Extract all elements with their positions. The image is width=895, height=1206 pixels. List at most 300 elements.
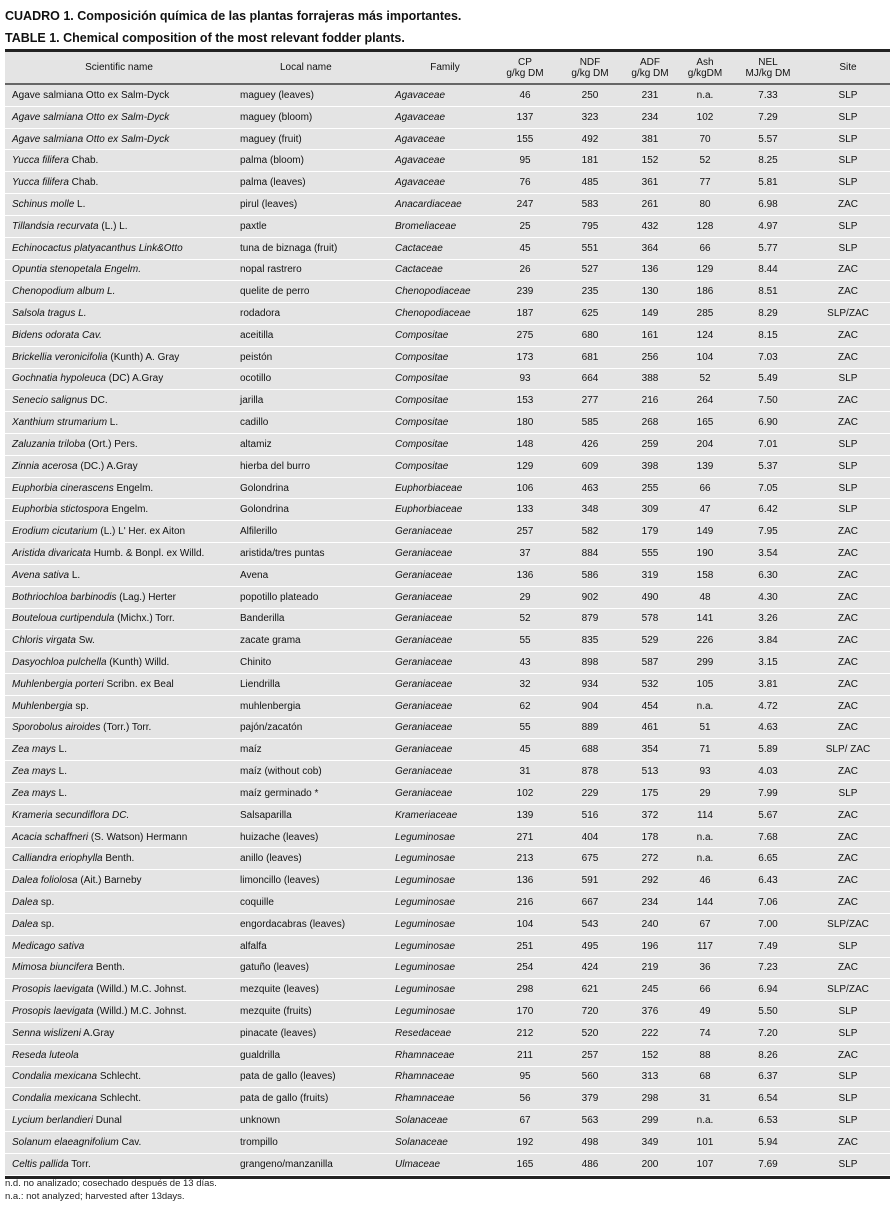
cell-scientific-name: [12, 1088, 141, 1109]
species-name: Euphorbia cinerascens: [12, 482, 114, 494]
family-name: Compositae: [395, 417, 449, 429]
cell-adf: 555: [641, 547, 659, 559]
cell-local-name: grangeno/manzanilla: [240, 1158, 333, 1170]
cell-scientific-name: [12, 696, 89, 717]
cell-nel: 5.81: [758, 177, 778, 189]
cell-local-name: coquille: [240, 896, 274, 908]
cell-site: ZAC: [838, 547, 858, 559]
cell-scientific-name: [12, 281, 115, 302]
cell-adf: 529: [641, 635, 659, 647]
family-name: Solanaceae: [395, 1115, 448, 1127]
cell-adf: 179: [641, 526, 659, 538]
family-name: Compositae: [395, 373, 449, 385]
authority: Benth.: [93, 962, 125, 974]
authority: L.: [55, 744, 68, 756]
cell-nel: 4.03: [758, 766, 778, 778]
cell-family: [395, 325, 448, 346]
cell-ash: 105: [696, 678, 714, 690]
authority: Schlecht.: [97, 1093, 141, 1105]
header-ash-unit: g/kgDM: [687, 67, 723, 79]
cell-family: [395, 216, 456, 237]
cell-nel: 7.01: [758, 438, 778, 450]
table-row: [5, 761, 890, 783]
authority: Torr.: [68, 1158, 91, 1170]
cell-ndf: 492: [581, 133, 599, 145]
header-scientific-name: Scientific name: [85, 62, 153, 73]
cell-ndf: 591: [581, 875, 599, 887]
species-name: Condalia mexicana: [12, 1093, 98, 1105]
cell-ndf: 516: [581, 809, 599, 821]
cell-ndf: 582: [581, 526, 599, 538]
cell-ash: 88: [699, 1049, 711, 1061]
cell-site: ZAC: [838, 591, 858, 603]
cell-family: [395, 412, 448, 433]
cell-cp: 239: [516, 286, 534, 298]
cell-scientific-name: [12, 347, 179, 368]
family-name: Bromeliaceae: [395, 220, 457, 232]
cell-family: [395, 739, 452, 760]
cell-adf: 240: [641, 918, 659, 930]
cell-ndf: 878: [581, 766, 599, 778]
species-name: Mimosa biuncifera: [12, 962, 94, 974]
cell-cp: 173: [516, 351, 534, 363]
authority: Chab.: [68, 177, 99, 189]
cell-ash: n.a.: [696, 89, 714, 101]
cell-nel: 7.20: [758, 1027, 778, 1039]
cell-nel: 8.51: [758, 286, 778, 298]
authority: Engelm.: [113, 482, 154, 494]
species-name: Acacia schaffneri: [12, 831, 89, 843]
cell-nel: 7.68: [758, 831, 778, 843]
header-family: Family: [430, 62, 460, 73]
cell-scientific-name: [12, 499, 148, 520]
cell-site: SLP: [838, 242, 858, 254]
authority: L.: [107, 417, 119, 429]
table-row: [5, 587, 890, 609]
cell-site: SLP: [838, 504, 858, 516]
cell-family: [395, 478, 462, 499]
cell-ndf: 675: [581, 853, 599, 865]
cell-local-name: pinacate (leaves): [240, 1027, 317, 1039]
cell-cp: 104: [516, 918, 534, 930]
header-nel-unit: MJ/kg DM: [745, 67, 791, 79]
cell-adf: 532: [641, 678, 659, 690]
family-name: Anacardiaceae: [395, 198, 462, 210]
family-name: Leguminosae: [395, 1006, 456, 1018]
cell-scientific-name: [12, 172, 98, 193]
species-name: Zaluzania triloba: [12, 438, 86, 450]
header-ndf: [560, 52, 620, 83]
cell-site: ZAC: [838, 853, 858, 865]
cell-cp: 247: [516, 198, 534, 210]
family-name: Compositae: [395, 329, 449, 341]
table-row: [5, 783, 890, 805]
cell-scientific-name: [12, 892, 54, 913]
table-row: [5, 1154, 890, 1176]
cell-ndf: 463: [581, 482, 599, 494]
header-nel: [738, 52, 798, 83]
cell-ndf: 934: [581, 678, 599, 690]
cell-family: [395, 870, 455, 891]
cell-adf: 222: [641, 1027, 659, 1039]
family-name: Geraniaceae: [395, 526, 453, 538]
species-name: Aristida divaricata: [12, 547, 91, 559]
species-name: Solanum elaeagnifolium: [12, 1136, 119, 1148]
cell-nel: 6.30: [758, 569, 778, 581]
cell-family: [395, 565, 452, 586]
cell-site: SLP: [838, 1115, 858, 1127]
cell-family: [395, 979, 455, 1000]
family-name: Leguminosae: [395, 962, 456, 974]
cell-family: [395, 260, 443, 281]
cell-nel: 5.49: [758, 373, 778, 385]
cell-cp: 275: [516, 329, 534, 341]
cell-cp: 95: [519, 155, 531, 167]
authority: sp.: [72, 700, 89, 712]
cell-ndf: 664: [581, 373, 599, 385]
cell-nel: 3.26: [758, 613, 778, 625]
cell-cp: 254: [516, 962, 534, 974]
cell-scientific-name: [12, 1154, 91, 1175]
cell-cp: 37: [519, 547, 531, 559]
table-row: [5, 1023, 890, 1045]
family-name: Compositae: [395, 351, 449, 363]
cell-ash: 129: [696, 264, 714, 276]
cell-cp: 62: [519, 700, 531, 712]
cell-cp: 56: [519, 1093, 531, 1105]
cell-local-name: Golondrina: [240, 504, 289, 516]
cell-cp: 106: [516, 482, 534, 494]
cell-scientific-name: [12, 805, 129, 826]
cell-ndf: 520: [581, 1027, 599, 1039]
species-name: Medicago sativa: [12, 940, 85, 952]
table-row: [5, 260, 890, 282]
cell-site: SLP: [838, 787, 858, 799]
authority: (Kunth) Willd.: [106, 657, 170, 669]
table-title-spanish: CUADRO 1. Composición química de las plantas forrajeras más importantes.: [5, 9, 462, 23]
cell-cp: 76: [519, 177, 531, 189]
family-name: Euphorbiaceae: [395, 482, 463, 494]
cell-adf: 161: [641, 329, 659, 341]
cell-cp: 45: [519, 242, 531, 254]
authority: (Michx.) Torr.: [114, 613, 175, 625]
cell-adf: 313: [641, 1071, 659, 1083]
cell-adf: 272: [641, 853, 659, 865]
cell-ash: 74: [699, 1027, 711, 1039]
family-name: Rhamnaceae: [395, 1049, 455, 1061]
cell-local-name: anillo (leaves): [240, 853, 302, 865]
authority: (Ait.) Barneby: [77, 875, 142, 887]
family-name: Geraniaceae: [395, 613, 453, 625]
species-name: Prosopis laevigata: [12, 984, 94, 996]
cell-site: ZAC: [838, 351, 858, 363]
cell-ash: 141: [696, 613, 714, 625]
cell-nel: 6.43: [758, 875, 778, 887]
cell-ash: 264: [696, 395, 714, 407]
cell-scientific-name: [12, 150, 98, 171]
species-name: Erodium cicutarium: [12, 526, 98, 538]
table-row: [5, 1110, 890, 1132]
species-name: Zea mays: [12, 787, 56, 799]
cell-adf: 268: [641, 417, 659, 429]
cell-cp: 139: [516, 809, 534, 821]
cell-ash: 226: [696, 635, 714, 647]
cell-nel: 6.42: [758, 504, 778, 516]
table-row: [5, 172, 890, 194]
authority: (Kunth) A. Gray: [107, 351, 180, 363]
cell-family: [395, 1045, 454, 1066]
footnote-spanish: n.d. no analizado; cosechado después de 13 días.: [5, 1178, 217, 1189]
family-name: Geraniaceae: [395, 547, 453, 559]
table-row: [5, 216, 890, 238]
cell-ndf: 720: [581, 1006, 599, 1018]
cell-cp: 46: [519, 89, 531, 101]
cell-local-name: nopal rastrero: [240, 264, 302, 276]
header-nel-label: NEL: [758, 56, 778, 68]
species-name: Lycium berlandieri: [12, 1115, 93, 1127]
cell-site: ZAC: [838, 635, 858, 647]
cell-nel: 6.54: [758, 1093, 778, 1105]
cell-ash: 186: [696, 286, 714, 298]
cell-site: SLP: [838, 460, 858, 472]
cell-cp: 211: [517, 1049, 533, 1061]
family-name: Cactaceae: [395, 264, 443, 276]
cell-site: ZAC: [838, 264, 858, 276]
family-name: Geraniaceae: [395, 569, 453, 581]
cell-ash: 49: [699, 1006, 711, 1018]
composition-table: [5, 49, 890, 1179]
cell-family: [395, 827, 455, 848]
cell-nel: 7.69: [758, 1158, 778, 1170]
cell-family: [395, 630, 452, 651]
table-row: [5, 739, 890, 761]
family-name: Leguminosae: [395, 940, 456, 952]
table-row: [5, 434, 890, 456]
cell-ash: 46: [699, 875, 711, 887]
cell-cp: 180: [516, 417, 534, 429]
species-name: Avena sativa: [12, 569, 70, 581]
cell-site: ZAC: [838, 678, 858, 690]
cell-site: SLP: [838, 1027, 858, 1039]
cell-local-name: mezquite (fruits): [240, 1006, 312, 1018]
cell-local-name: Banderilla: [240, 613, 285, 625]
cell-site: ZAC: [838, 569, 858, 581]
cell-ash: 66: [699, 482, 711, 494]
authority: Benth.: [102, 853, 135, 865]
cell-ndf: 543: [581, 918, 599, 930]
cell-ash: 71: [699, 744, 711, 756]
header-local-name: Local name: [280, 62, 332, 73]
cell-family: [395, 194, 462, 215]
cell-local-name: maíz (without cob): [240, 766, 322, 778]
family-name: Rhamnaceae: [395, 1071, 455, 1083]
cell-cp: 133: [516, 504, 534, 516]
authority: L.: [69, 569, 81, 581]
cell-nel: 7.33: [758, 89, 778, 101]
cell-site: SLP: [838, 1093, 858, 1105]
cell-scientific-name: [12, 936, 84, 957]
family-name: Chenopodiaceae: [395, 308, 471, 320]
cell-local-name: pirul (leaves): [240, 198, 298, 210]
cell-ash: 204: [696, 438, 714, 450]
cell-scientific-name: [12, 914, 54, 935]
cell-local-name: limoncillo (leaves): [240, 875, 320, 887]
cell-nel: 6.53: [758, 1115, 778, 1127]
family-name: Ulmaceae: [395, 1158, 441, 1170]
cell-ndf: 688: [581, 744, 599, 756]
table-row: [5, 652, 890, 674]
cell-ndf: 795: [581, 220, 599, 232]
family-name: Compositae: [395, 395, 449, 407]
cell-ash: 93: [699, 766, 711, 778]
cell-ndf: 257: [581, 1049, 599, 1061]
cell-cp: 165: [516, 1158, 534, 1170]
cell-scientific-name: [12, 216, 128, 237]
cell-ash: 52: [699, 373, 711, 385]
authority: Dunal: [92, 1115, 122, 1127]
cell-local-name: popotillo plateado: [240, 591, 319, 603]
cell-site: ZAC: [838, 286, 858, 298]
authority: Schlecht.: [97, 1071, 141, 1083]
cell-ndf: 277: [581, 395, 599, 407]
cell-site: ZAC: [838, 395, 858, 407]
table-row: [5, 674, 890, 696]
cell-adf: 309: [641, 504, 659, 516]
cell-ndf: 884: [581, 547, 599, 559]
species-name: Reseda luteola: [12, 1049, 79, 1061]
species-name: Yucca filifera: [12, 155, 69, 167]
cell-scientific-name: [12, 456, 138, 477]
cell-local-name: muhlenbergia: [240, 700, 301, 712]
cell-nel: 6.65: [758, 853, 778, 865]
cell-ash: 104: [696, 351, 714, 363]
cell-cp: 129: [516, 460, 534, 472]
species-name: Senecio salignus: [12, 395, 88, 407]
cell-ash: 117: [697, 940, 713, 952]
cell-site: SLP: [838, 438, 858, 450]
cell-ash: 77: [699, 177, 711, 189]
table-row: [5, 347, 890, 369]
species-name: Gochnatia hypoleuca: [12, 373, 106, 385]
cell-nel: 7.05: [758, 482, 778, 494]
cell-scientific-name: [12, 761, 67, 782]
species-name: Dasyochloa pulchella: [12, 657, 107, 669]
cell-site: ZAC: [838, 875, 858, 887]
cell-ash: 102: [696, 111, 714, 123]
cell-ndf: 486: [581, 1158, 599, 1170]
authority: (S. Watson) Hermann: [88, 831, 188, 843]
cell-ash: 66: [699, 984, 711, 996]
cell-local-name: cadillo: [240, 417, 269, 429]
cell-scientific-name: [12, 194, 85, 215]
family-name: Leguminosae: [395, 984, 456, 996]
cell-family: [395, 521, 452, 542]
cell-adf: 200: [641, 1158, 659, 1170]
cell-family: [395, 369, 448, 390]
cell-adf: 349: [641, 1136, 659, 1148]
family-name: Leguminosae: [395, 853, 456, 865]
cell-site: ZAC: [838, 417, 858, 429]
species-name: Brickellia veronicifolia: [12, 351, 108, 363]
cell-site: ZAC: [838, 657, 858, 669]
cell-nel: 5.57: [758, 133, 778, 145]
cell-adf: 361: [641, 177, 659, 189]
cell-cp: 187: [516, 308, 534, 320]
cell-adf: 245: [641, 984, 659, 996]
cell-family: [395, 936, 455, 957]
cell-adf: 388: [641, 373, 659, 385]
species-name: Bouteloua curtipendula: [12, 613, 115, 625]
family-name: Cactaceae: [395, 242, 443, 254]
cell-scientific-name: [12, 718, 151, 739]
cell-scientific-name: [12, 587, 176, 608]
cell-local-name: Avena: [240, 569, 269, 581]
authority: DC.: [87, 395, 108, 407]
authority: L.: [55, 787, 68, 799]
family-name: Compositae: [395, 438, 449, 450]
cell-family: [395, 238, 443, 259]
table-row: [5, 456, 890, 478]
cell-ndf: 585: [581, 417, 599, 429]
cell-adf: 219: [641, 962, 659, 974]
cell-family: [395, 281, 471, 302]
cell-ndf: 586: [581, 569, 599, 581]
cell-ash: 139: [696, 460, 714, 472]
family-name: Krameriaceae: [395, 809, 458, 821]
cell-local-name: palma (leaves): [240, 177, 306, 189]
table-row: [5, 1132, 890, 1154]
cell-adf: 319: [641, 569, 659, 581]
species-name: Agave salmiana Otto ex Salm-Dyck: [12, 111, 170, 123]
cell-cp: 212: [516, 1027, 534, 1039]
family-name: Leguminosae: [395, 918, 456, 930]
table-row: [5, 543, 890, 565]
cell-site: ZAC: [838, 700, 858, 712]
family-name: Chenopodiaceae: [395, 286, 471, 298]
cell-local-name: pata de gallo (fruits): [240, 1093, 329, 1105]
cell-cp: 155: [516, 133, 534, 145]
cell-site: SLP: [838, 1158, 858, 1170]
header-cp-label: CP: [518, 56, 532, 68]
species-name: Schinus molle: [12, 198, 75, 210]
cell-adf: 578: [641, 613, 659, 625]
header-cp: [495, 52, 555, 83]
cell-family: [395, 718, 452, 739]
cell-ndf: 898: [581, 657, 599, 669]
cell-ndf: 229: [581, 787, 599, 799]
species-name: Bidens odorata Cav.: [12, 329, 102, 341]
cell-ash: n.a.: [696, 700, 714, 712]
cell-family: [395, 609, 452, 630]
cell-local-name: rodadora: [240, 308, 281, 320]
cell-adf: 432: [641, 220, 659, 232]
cell-ash: 107: [696, 1158, 714, 1170]
authority: (DC.) A.Gray: [77, 460, 138, 472]
cell-nel: 7.50: [758, 395, 778, 407]
family-name: Agavaceae: [395, 177, 446, 189]
cell-site: ZAC: [838, 1049, 858, 1061]
authority: (Lag.) Herter: [116, 591, 176, 603]
header-ash-label: Ash: [696, 56, 714, 68]
cell-ndf: 495: [581, 940, 599, 952]
cell-family: [395, 434, 448, 455]
cell-adf: 376: [641, 1006, 659, 1018]
family-name: Geraniaceae: [395, 787, 453, 799]
cell-family: [395, 85, 445, 106]
cell-site: ZAC: [838, 1136, 858, 1148]
cell-local-name: Liendrilla: [240, 678, 281, 690]
cell-cp: 192: [516, 1136, 534, 1148]
